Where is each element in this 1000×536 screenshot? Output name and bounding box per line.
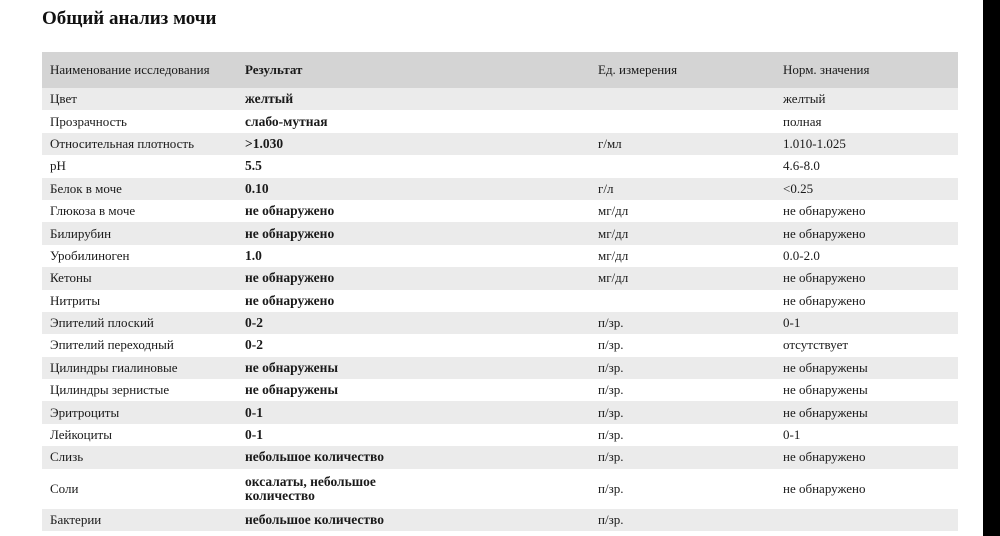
table-row [42, 155, 958, 177]
test-name: Лейкоциты [42, 424, 237, 446]
test-name: Уробилиноген [42, 245, 237, 267]
table-row [42, 88, 958, 110]
test-result: не обнаружено [237, 267, 590, 289]
test-unit: мг/дл [590, 222, 775, 244]
test-name: pH [42, 155, 237, 177]
test-norm: не обнаружено [775, 469, 958, 509]
test-result-text: оксалаты, небольшое количество [245, 473, 376, 503]
test-result: не обнаружено [237, 200, 590, 222]
test-norm: не обнаружены [775, 379, 958, 401]
table-row [42, 200, 958, 222]
test-norm: отсутствует [775, 334, 958, 356]
test-unit: п/зр. [590, 379, 775, 401]
test-norm: не обнаружено [775, 267, 958, 289]
test-name: Глюкоза в моче [42, 200, 237, 222]
table-row [42, 267, 958, 289]
test-name: Эпителий переходный [42, 334, 237, 356]
test-name: Билирубин [42, 222, 237, 244]
table-row [42, 178, 958, 200]
test-result [237, 469, 590, 509]
test-unit: п/зр. [590, 446, 775, 468]
test-unit: п/зр. [590, 312, 775, 334]
test-unit: п/зр. [590, 334, 775, 356]
test-unit: п/зр. [590, 357, 775, 379]
header-unit: Ед. измерения [590, 52, 775, 88]
test-name: Эритроциты [42, 401, 237, 423]
test-result: желтый [237, 88, 590, 110]
table-row [42, 334, 958, 356]
header-result: Результат [237, 52, 590, 88]
test-norm: полная [775, 110, 958, 132]
test-name: Бактерии [42, 509, 237, 531]
test-name: Нитриты [42, 290, 237, 312]
test-norm: 0-1 [775, 312, 958, 334]
test-result: >1.030 [237, 133, 590, 155]
test-result: не обнаружены [237, 379, 590, 401]
test-norm: не обнаружено [775, 290, 958, 312]
test-norm [775, 509, 958, 531]
test-result: не обнаружены [237, 357, 590, 379]
screen-edge [983, 0, 1000, 536]
test-unit [590, 110, 775, 132]
test-norm: 4.6-8.0 [775, 155, 958, 177]
test-norm: не обнаружены [775, 357, 958, 379]
table-row [42, 424, 958, 446]
test-unit: мг/дл [590, 200, 775, 222]
test-norm: <0.25 [775, 178, 958, 200]
test-norm: не обнаружено [775, 200, 958, 222]
test-norm: желтый [775, 88, 958, 110]
table-row [42, 357, 958, 379]
test-result: слабо-мутная [237, 110, 590, 132]
header-norm: Норм. значения [775, 52, 958, 88]
table-row [42, 110, 958, 132]
test-result: 0-2 [237, 334, 590, 356]
test-unit: мг/дл [590, 267, 775, 289]
results-table [42, 52, 958, 531]
test-norm: не обнаружено [775, 222, 958, 244]
table-row [42, 446, 958, 468]
table-row [42, 222, 958, 244]
table-row [42, 509, 958, 531]
page-title: Общий анализ мочи [42, 8, 217, 29]
test-unit [590, 155, 775, 177]
test-result: 0-2 [237, 312, 590, 334]
table-row [42, 379, 958, 401]
test-unit: мг/дл [590, 245, 775, 267]
test-name: Цилиндры гиалиновые [42, 357, 237, 379]
test-result: не обнаружено [237, 222, 590, 244]
table-row [42, 290, 958, 312]
test-result: 5.5 [237, 155, 590, 177]
table-row [42, 245, 958, 267]
test-unit: п/зр. [590, 469, 775, 509]
test-name: Белок в моче [42, 178, 237, 200]
test-name: Кетоны [42, 267, 237, 289]
test-name: Цилиндры зернистые [42, 379, 237, 401]
header-name: Наименование исследования [42, 52, 237, 88]
test-unit [590, 88, 775, 110]
test-norm: 1.010-1.025 [775, 133, 958, 155]
test-name: Прозрачность [42, 110, 237, 132]
test-name: Цвет [42, 88, 237, 110]
test-unit: п/зр. [590, 401, 775, 423]
table-row [42, 401, 958, 423]
table-row [42, 312, 958, 334]
table-header-row [42, 52, 958, 88]
test-result: 0-1 [237, 401, 590, 423]
test-unit: п/зр. [590, 424, 775, 446]
test-result: 0-1 [237, 424, 590, 446]
test-unit: г/мл [590, 133, 775, 155]
test-norm: не обнаружено [775, 446, 958, 468]
test-name: Относительная плотность [42, 133, 237, 155]
test-unit: г/л [590, 178, 775, 200]
test-norm: 0.0-2.0 [775, 245, 958, 267]
test-unit: п/зр. [590, 509, 775, 531]
test-name: Слизь [42, 446, 237, 468]
table-row [42, 469, 958, 509]
test-result: 1.0 [237, 245, 590, 267]
test-name: Соли [42, 469, 237, 509]
test-result: не обнаружено [237, 290, 590, 312]
test-result: 0.10 [237, 178, 590, 200]
test-unit [590, 290, 775, 312]
test-name: Эпителий плоский [42, 312, 237, 334]
test-result: небольшое количество [237, 509, 590, 531]
test-norm: 0-1 [775, 424, 958, 446]
test-norm: не обнаружены [775, 401, 958, 423]
test-result: небольшое количество [237, 446, 590, 468]
table-row [42, 133, 958, 155]
